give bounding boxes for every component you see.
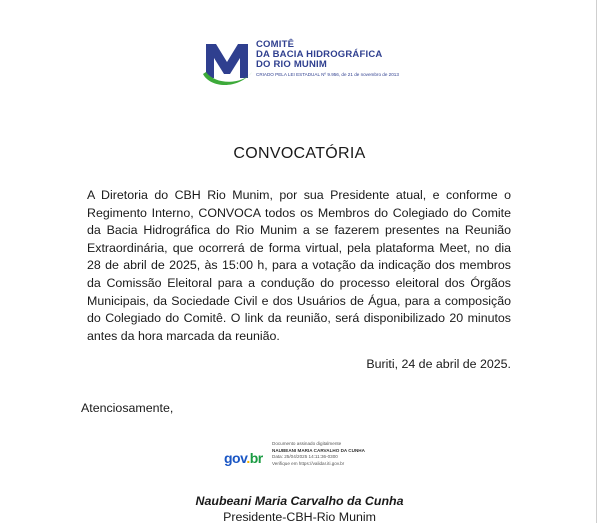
stamp-line-signed: Documento assinado digitalmente <box>272 441 342 446</box>
committee-logo-text <box>256 40 399 77</box>
govbr-logo-icon: gov.br <box>224 450 263 466</box>
stamp-details <box>272 441 365 467</box>
logo-line-3: DO RIO MUNIM <box>256 59 328 70</box>
stamp-line-verify: Verifique em https://validar.iti.gov.br <box>272 460 345 466</box>
river-m-logo-icon <box>200 34 256 88</box>
signatory-name: Naubeani Maria Carvalho da Cunha <box>195 494 404 508</box>
digital-signature-stamp <box>224 441 384 471</box>
page-edge <box>596 0 597 523</box>
stamp-line-signer: NAUBEANI MARIA CARVALHO DA CUNHA <box>272 447 365 453</box>
logo-line-2: DA BACIA HIDROGRÁFICA <box>256 49 383 60</box>
stamp-line-date: Data: 25/04/2025 14:11:36-0300 <box>272 454 338 460</box>
logo-line-1: COMITÊ <box>256 39 295 50</box>
place-date: Buriti, 24 de abril de 2025. <box>366 357 511 371</box>
logo-creation-note: CRIADO PELA LEI ESTADUAL Nº 9.956, de 21 de novembro de 2013 <box>256 72 399 77</box>
signatory-role: Presidente-CBH-Rio Munim <box>223 510 376 524</box>
closing-salutation: Atenciosamente, <box>81 401 174 415</box>
committee-logo <box>200 34 410 90</box>
document-title: CONVOCATÓRIA <box>233 145 366 162</box>
document-body: A Diretoria do CBH Rio Munim, por sua Presidente atual, e conforme o Regimento Interno, CONVOCA todos os Membros do Colegiado do Comite da Bacia Hidrográfica do Rio Munim a se fazerem presentes na Reunião Extraordinária, que ocorrerá de forma virtual, pela plataforma Meet, no dia 28 de abril de 2025, às 15:00 h, para a votação da indicação dos membros da Comissão Eleitoral para a condução do processo eleitoral dos Órgãos Municipais, da Sociedade Civil e dos Usuários de Água, para a composição do Colegiado do Comitê. O link da reunião, será disponibilizado 20 minutos antes da hora marcada da reunião. <box>87 188 511 343</box>
